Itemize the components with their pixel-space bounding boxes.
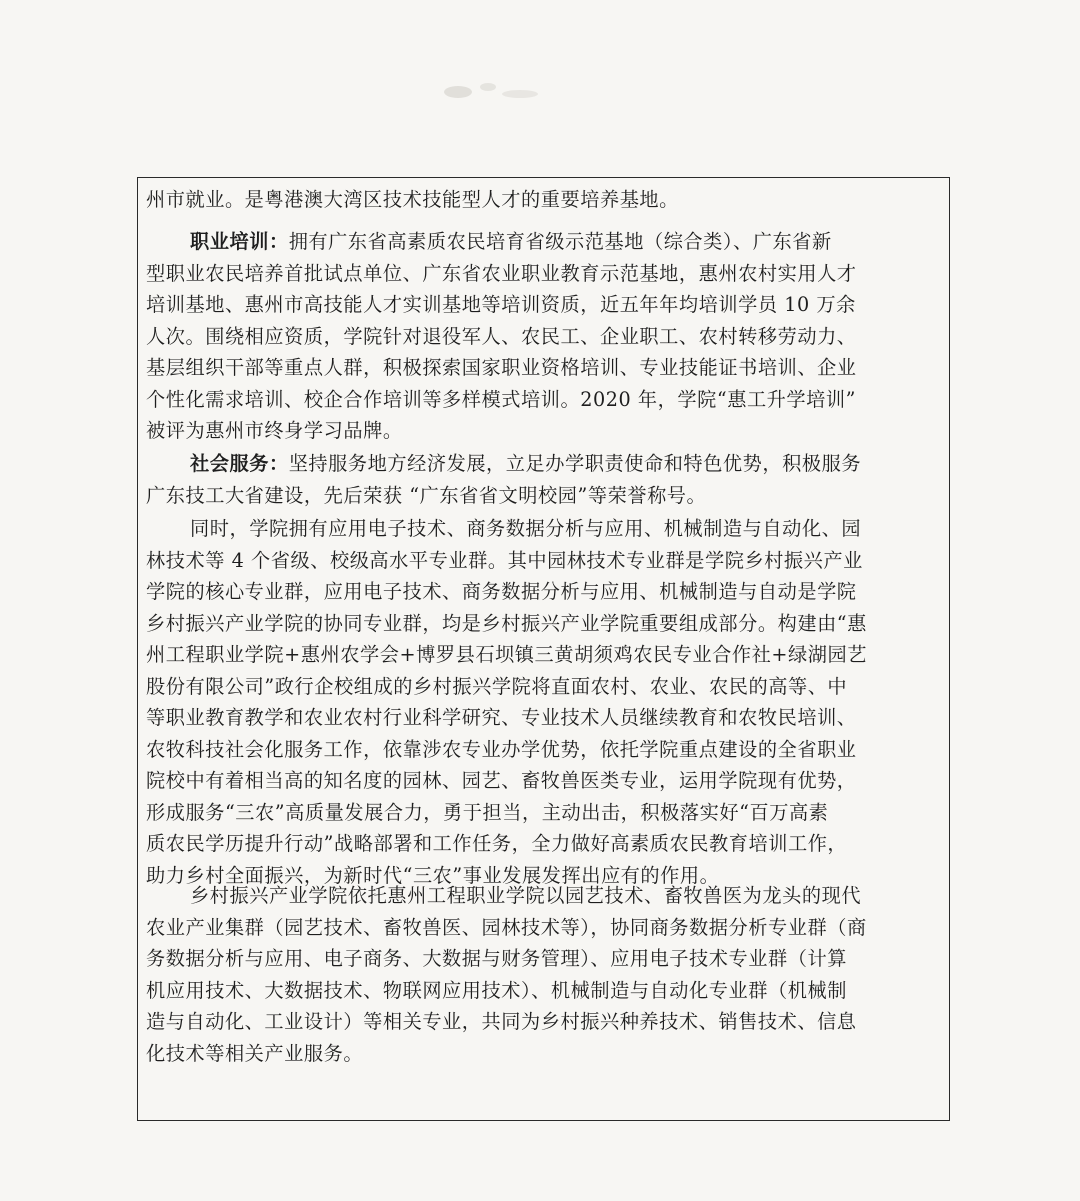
text-line: 个性化需求培训、校企合作培训等多样模式培训。2020 年，学院“惠工升学培训” (146, 387, 856, 411)
text-line: 被评为惠州市终身学习品牌。 (146, 419, 403, 442)
scan-smudge-mark (430, 78, 560, 104)
paragraph-professional-groups (146, 513, 946, 891)
text-line: 基层组织干部等重点人群，积极探索国家职业资格培训、专业技能证书培训、企业 (146, 356, 857, 379)
text-line: 质农民学历提升行动”战略部署和工作任务，全力做好高素质农民教育培训工作， (146, 832, 848, 855)
text-line: 造与自动化、工业设计）等相关专业，共同为乡村振兴种养技术、销售技术、信息 (146, 1010, 857, 1033)
text-line: 股份有限公司”政行企校组成的乡村振兴学院将直面农村、农业、农民的高等、中 (146, 674, 848, 698)
continuation-paragraph (146, 184, 946, 216)
paragraph-vocational-training (146, 226, 946, 447)
section-heading-social-service: 社会服务： (190, 452, 289, 475)
text-line: 农牧科技社会化服务工作，依靠涉农专业办学优势，依托学院重点建设的全省职业 (146, 737, 857, 761)
text-line: 院校中有着相当高的知名度的园林、园艺、畜牧兽医类专业，运用学院现有优势， (146, 769, 857, 792)
text-line: 州市就业。是粤港澳大湾区技术技能型人才的重要培养基地。 (146, 188, 679, 211)
text-line: 型职业农民培养首批试点单位、广东省农业职业教育示范基地，惠州农村实用人才 (146, 261, 857, 285)
text-line: 务数据分析与应用、电子商务、大数据与财务管理）、应用电子技术专业群（计算 (146, 947, 847, 970)
text-line: 同时，学院拥有应用电子技术、商务数据分析与应用、机械制造与自动化、园 (190, 517, 862, 540)
text-line: 培训基地、惠州市高技能人才实训基地等培训资质，近五年年均培训学员 10 万余 (146, 293, 856, 316)
section-heading-vocational-training: 职业培训： (190, 230, 289, 253)
text-line: 机应用技术、大数据技术、物联网应用技术）、机械制造与自动化专业群（机械制 (146, 978, 847, 1002)
paragraph-rural-revitalization-college (146, 880, 946, 1069)
text-line: 等职业教育教学和农业农村行业科学研究、专业技术人员继续教育和农牧民培训、 (146, 706, 857, 729)
text-line: 林技术等 4 个省级、校级高水平专业群。其中园林技术专业群是学院乡村振兴产业 (146, 548, 863, 572)
text-line: 学院的核心专业群，应用电子技术、商务数据分析与应用、机械制造与自动是学院 (146, 580, 857, 603)
text-line: 农业产业集群（园艺技术、畜牧兽医、园林技术等），协同商务数据分析专业群（商 (146, 915, 867, 939)
text-line: 化技术等相关产业服务。 (146, 1041, 364, 1065)
text-line: 人次。围绕相应资质，学院针对退役军人、农民工、企业职工、农村转移劳动力、 (146, 324, 857, 348)
text-line: 乡村振兴产业学院的协同专业群，均是乡村振兴产业学院重要组成部分。构建由“惠 (146, 611, 867, 635)
text-line: 职业培训：拥有广东省高素质农民培育省级示范基地（综合类）、广东省新 (190, 230, 832, 253)
text-line: 形成服务“三农”高质量发展合力，勇于担当，主动出击，积极落实好“百万高素 (146, 800, 829, 824)
text-line: 州工程职业学院+惠州农学会+博罗县石坝镇三黄胡须鸡农民专业合作社+绿湖园艺 (146, 643, 867, 666)
text-line: 广东技工大省建设，先后荣获 “广东省省文明校园”等荣誉称号。 (146, 483, 707, 507)
text-line: 助力乡村全面振兴，为新时代“三农”事业发展发挥出应有的作用。 (146, 863, 720, 887)
paragraph-social-service (146, 448, 946, 511)
text-line: 乡村振兴产业学院依托惠州工程职业学院以园艺技术、畜牧兽医为龙头的现代 (190, 884, 862, 907)
text-line: 社会服务：坚持服务地方经济发展，立足办学职责使命和特色优势，积极服务 (190, 452, 862, 475)
